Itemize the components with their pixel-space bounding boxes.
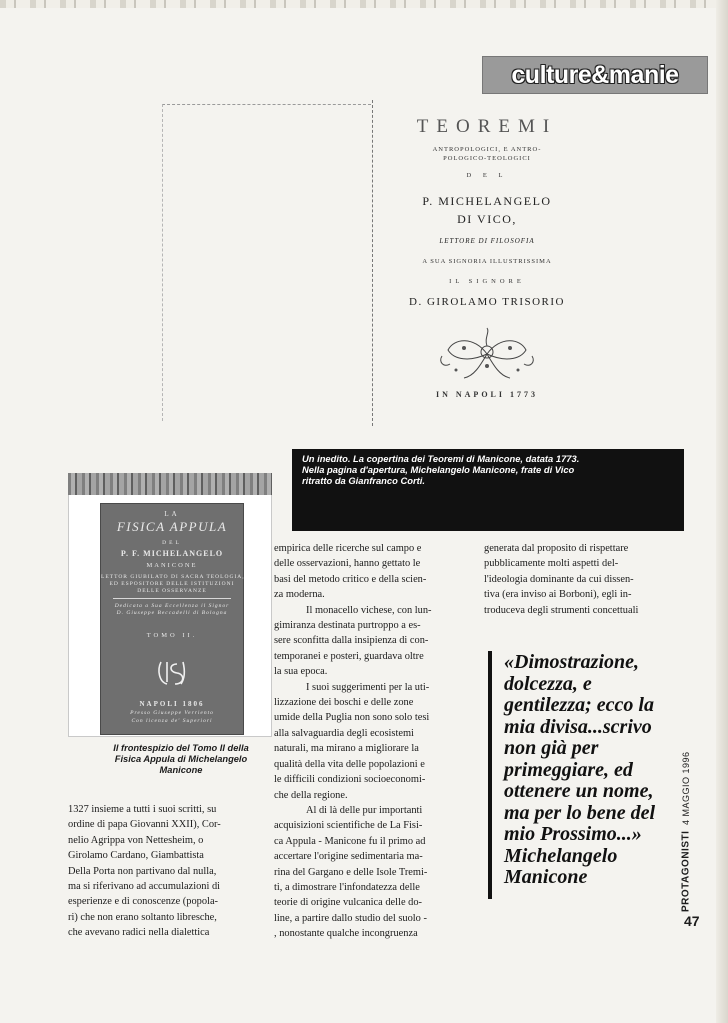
text-line: acquisizioni scientifiche de La Fisi-	[274, 820, 423, 832]
quote-line: ma per lo bene del	[504, 801, 656, 824]
ph-surname: MANICONE	[146, 562, 198, 569]
scan-edge-right	[716, 0, 728, 1023]
quote-line: Michelangelo	[504, 844, 618, 867]
text-line: ma si riferivano ad accumulazioni di	[68, 881, 221, 893]
teoremi-title-page	[372, 100, 601, 426]
ph-del: DEL	[162, 540, 182, 546]
text-line: tiva (era inviso ai Borboni), egli in-	[484, 589, 632, 601]
magazine-name: PROTAGONISTI	[680, 830, 692, 912]
text-line: esperienze e di conoscenze (popola-	[68, 896, 219, 908]
photo-film-strip	[68, 473, 272, 495]
ph-sub-5: D. Giuseppe Beccadelli di Bologna	[116, 610, 228, 616]
text-line: ri) che non erano soltanto libresche,	[68, 911, 217, 923]
body-column-right	[484, 541, 696, 618]
issue-date: 4 MAGGIO 1996	[681, 751, 691, 825]
text-line: troduceva degli strumenti concettuali	[484, 604, 639, 616]
text-line: che della regione.	[274, 789, 348, 801]
text-line: lizzazione dei boschi e delle zone	[274, 697, 414, 709]
tp-del: D E L	[466, 172, 508, 179]
text-line: ca Appula - Manicone fu il primo ad	[274, 835, 426, 847]
text-line: empirica delle ricerche sul campo e	[274, 543, 422, 554]
monogram-icon	[155, 658, 189, 688]
section-rubric	[482, 56, 708, 94]
text-line: la sua epoca.	[274, 666, 328, 678]
quote-line: Manicone	[504, 866, 588, 888]
ph-imprint-2: Presso Giuseppe Verriento	[130, 710, 214, 716]
text-line: nelio Agrippa von Nettesheim, o	[68, 834, 204, 846]
tp-author-2: DI VICO,	[457, 212, 517, 226]
quote-line: gentilezza; ecco la	[504, 694, 654, 716]
body-column-middle	[274, 541, 472, 942]
floral-ornament-icon	[434, 326, 540, 382]
tp-role: LETTORE DI FILOSOFIA	[439, 237, 535, 245]
fisica-appula-frontispiece	[100, 503, 244, 735]
text-line: generata dal proposito di rispettare	[484, 543, 629, 554]
scan-edge-top	[0, 0, 728, 8]
pull-quote-rule	[488, 651, 492, 899]
text-line: za moderna.	[274, 589, 325, 601]
text-line: le difficili condizioni socioeconomi-	[274, 774, 426, 786]
caption-line: Fisica Appula di Michelangelo	[114, 754, 248, 764]
text-line: che avevano radici nella dialettica	[68, 927, 210, 939]
text-line: 1327 insieme a tutti i suoi scritti, su	[68, 804, 217, 815]
text-line: delle osservazioni, hanno gettato le	[274, 558, 421, 570]
text-line: temporanei e posteri, guardava oltre	[274, 650, 424, 662]
tp-title: TEOREMI	[416, 116, 558, 137]
ph-rule	[113, 598, 231, 599]
text-line: teorie di origine vulcanica delle do-	[274, 897, 423, 909]
rubric-label: culture&manie	[511, 60, 679, 89]
page-number: 47	[684, 913, 700, 929]
ph-imprint-3: Con licenza de' Superiori	[131, 718, 213, 724]
text-line: l'ideologia dominante da cui dissen-	[484, 573, 634, 585]
ph-sub-4: Dedicata a Sua Eccellenza il Signor	[114, 603, 230, 609]
ph-imprint: NAPOLI 1806	[139, 700, 205, 708]
ph-sub-3: DELLE OSSERVANZE	[137, 588, 207, 594]
quote-line: mia divisa...scrivo	[504, 715, 652, 738]
text-line: ordine di papa Giovanni XXII), Cor-	[68, 819, 221, 831]
ph-author: P. F. MICHELANGELO	[120, 549, 224, 558]
quote-line: «Dimostrazione,	[504, 651, 640, 673]
caption-line: Il frontespizio del Tomo II della	[113, 743, 249, 753]
text-line: qualità della vita delle popolazioni e	[274, 758, 425, 770]
text-line: ti, a dimostrare l'infondatezza delle	[274, 881, 420, 893]
text-line: gimiranza destinata purtroppo a es-	[274, 620, 421, 632]
body-column-left	[68, 802, 274, 941]
quote-line: mio Prossimo...»	[504, 823, 642, 845]
tp-signore: IL SIGNORE	[449, 278, 525, 285]
text-line: basi del metodo critico e della scien-	[274, 573, 427, 585]
caption-line: Un inedito. La copertina dei Teoremi di Manicone, datata 1773.	[302, 453, 580, 464]
tp-dedicatee: D. GIROLAMO TRISORIO	[409, 296, 565, 308]
text-line: line, a partire dallo studio del suolo -	[274, 912, 427, 924]
ph-sub-1: LETTOR GIUBILATO DI SACRA TEOLOGIA,	[101, 574, 245, 580]
caption-teoremi	[292, 449, 684, 531]
tp-subtitle-1: ANTROPOLOGICI, E ANTRO-	[432, 146, 542, 153]
text-line: sere sconfitta dalla insipienza di con-	[274, 635, 429, 647]
quote-line: ottenere un nome,	[504, 780, 654, 802]
quote-line: dolcezza, e	[504, 672, 592, 695]
caption-fisica-appula	[86, 743, 276, 776]
quote-line: non già per	[504, 737, 599, 759]
text-line: Il monacello vichese, con lun-	[306, 604, 432, 616]
text-line: accertare l'origine sedimentaria ma-	[274, 851, 423, 863]
tp-dedication: A SUA SIGNORIA ILLUSTRISSIMA	[422, 258, 552, 265]
ph-sub-2: ED ESPOSITORE DELLE ISTITUZIONI	[109, 581, 235, 587]
text-line: umide della Puglia non sono solo tesi	[274, 712, 430, 724]
ph-la: LA	[164, 510, 180, 518]
tp-author-1: P. MICHELANGELO	[422, 194, 552, 208]
tp-imprint: IN NAPOLI 1773	[435, 390, 538, 399]
text-line: pubblicamente molti aspetti del-	[484, 558, 619, 570]
ph-title: FISICA APPULA	[116, 519, 228, 534]
text-line: Al di là delle pur importanti	[306, 804, 423, 816]
caption-line: Manicone	[159, 765, 203, 775]
text-line: Della Porta non partivano dal nulla,	[68, 865, 217, 877]
text-line: I suoi suggerimenti per la uti-	[306, 681, 430, 693]
text-line: Girolamo Cardano, Giambattista	[68, 850, 204, 862]
quote-line: primeggiare, ed	[504, 758, 633, 781]
book-left-page	[162, 104, 371, 421]
folio-magazine-date	[676, 650, 696, 912]
text-line: alla salvaguardia degli ecosistemi	[274, 727, 414, 739]
ph-tomo: TOMO II.	[146, 632, 198, 639]
text-line: rina del Gargano e delle Isole Tremi-	[274, 866, 428, 878]
caption-line: Nella pagina d'apertura, Michelangelo Manicone, frate di Vico	[302, 464, 575, 475]
text-line: naturali, ma mirano a migliorare la	[274, 743, 419, 755]
text-line: , nonostante qualche incongruenza	[274, 928, 418, 940]
caption-line: ritratto da Gianfranco Corti.	[302, 475, 425, 486]
tp-subtitle-2: POLOGICO-TEOLOGICI	[443, 155, 531, 162]
